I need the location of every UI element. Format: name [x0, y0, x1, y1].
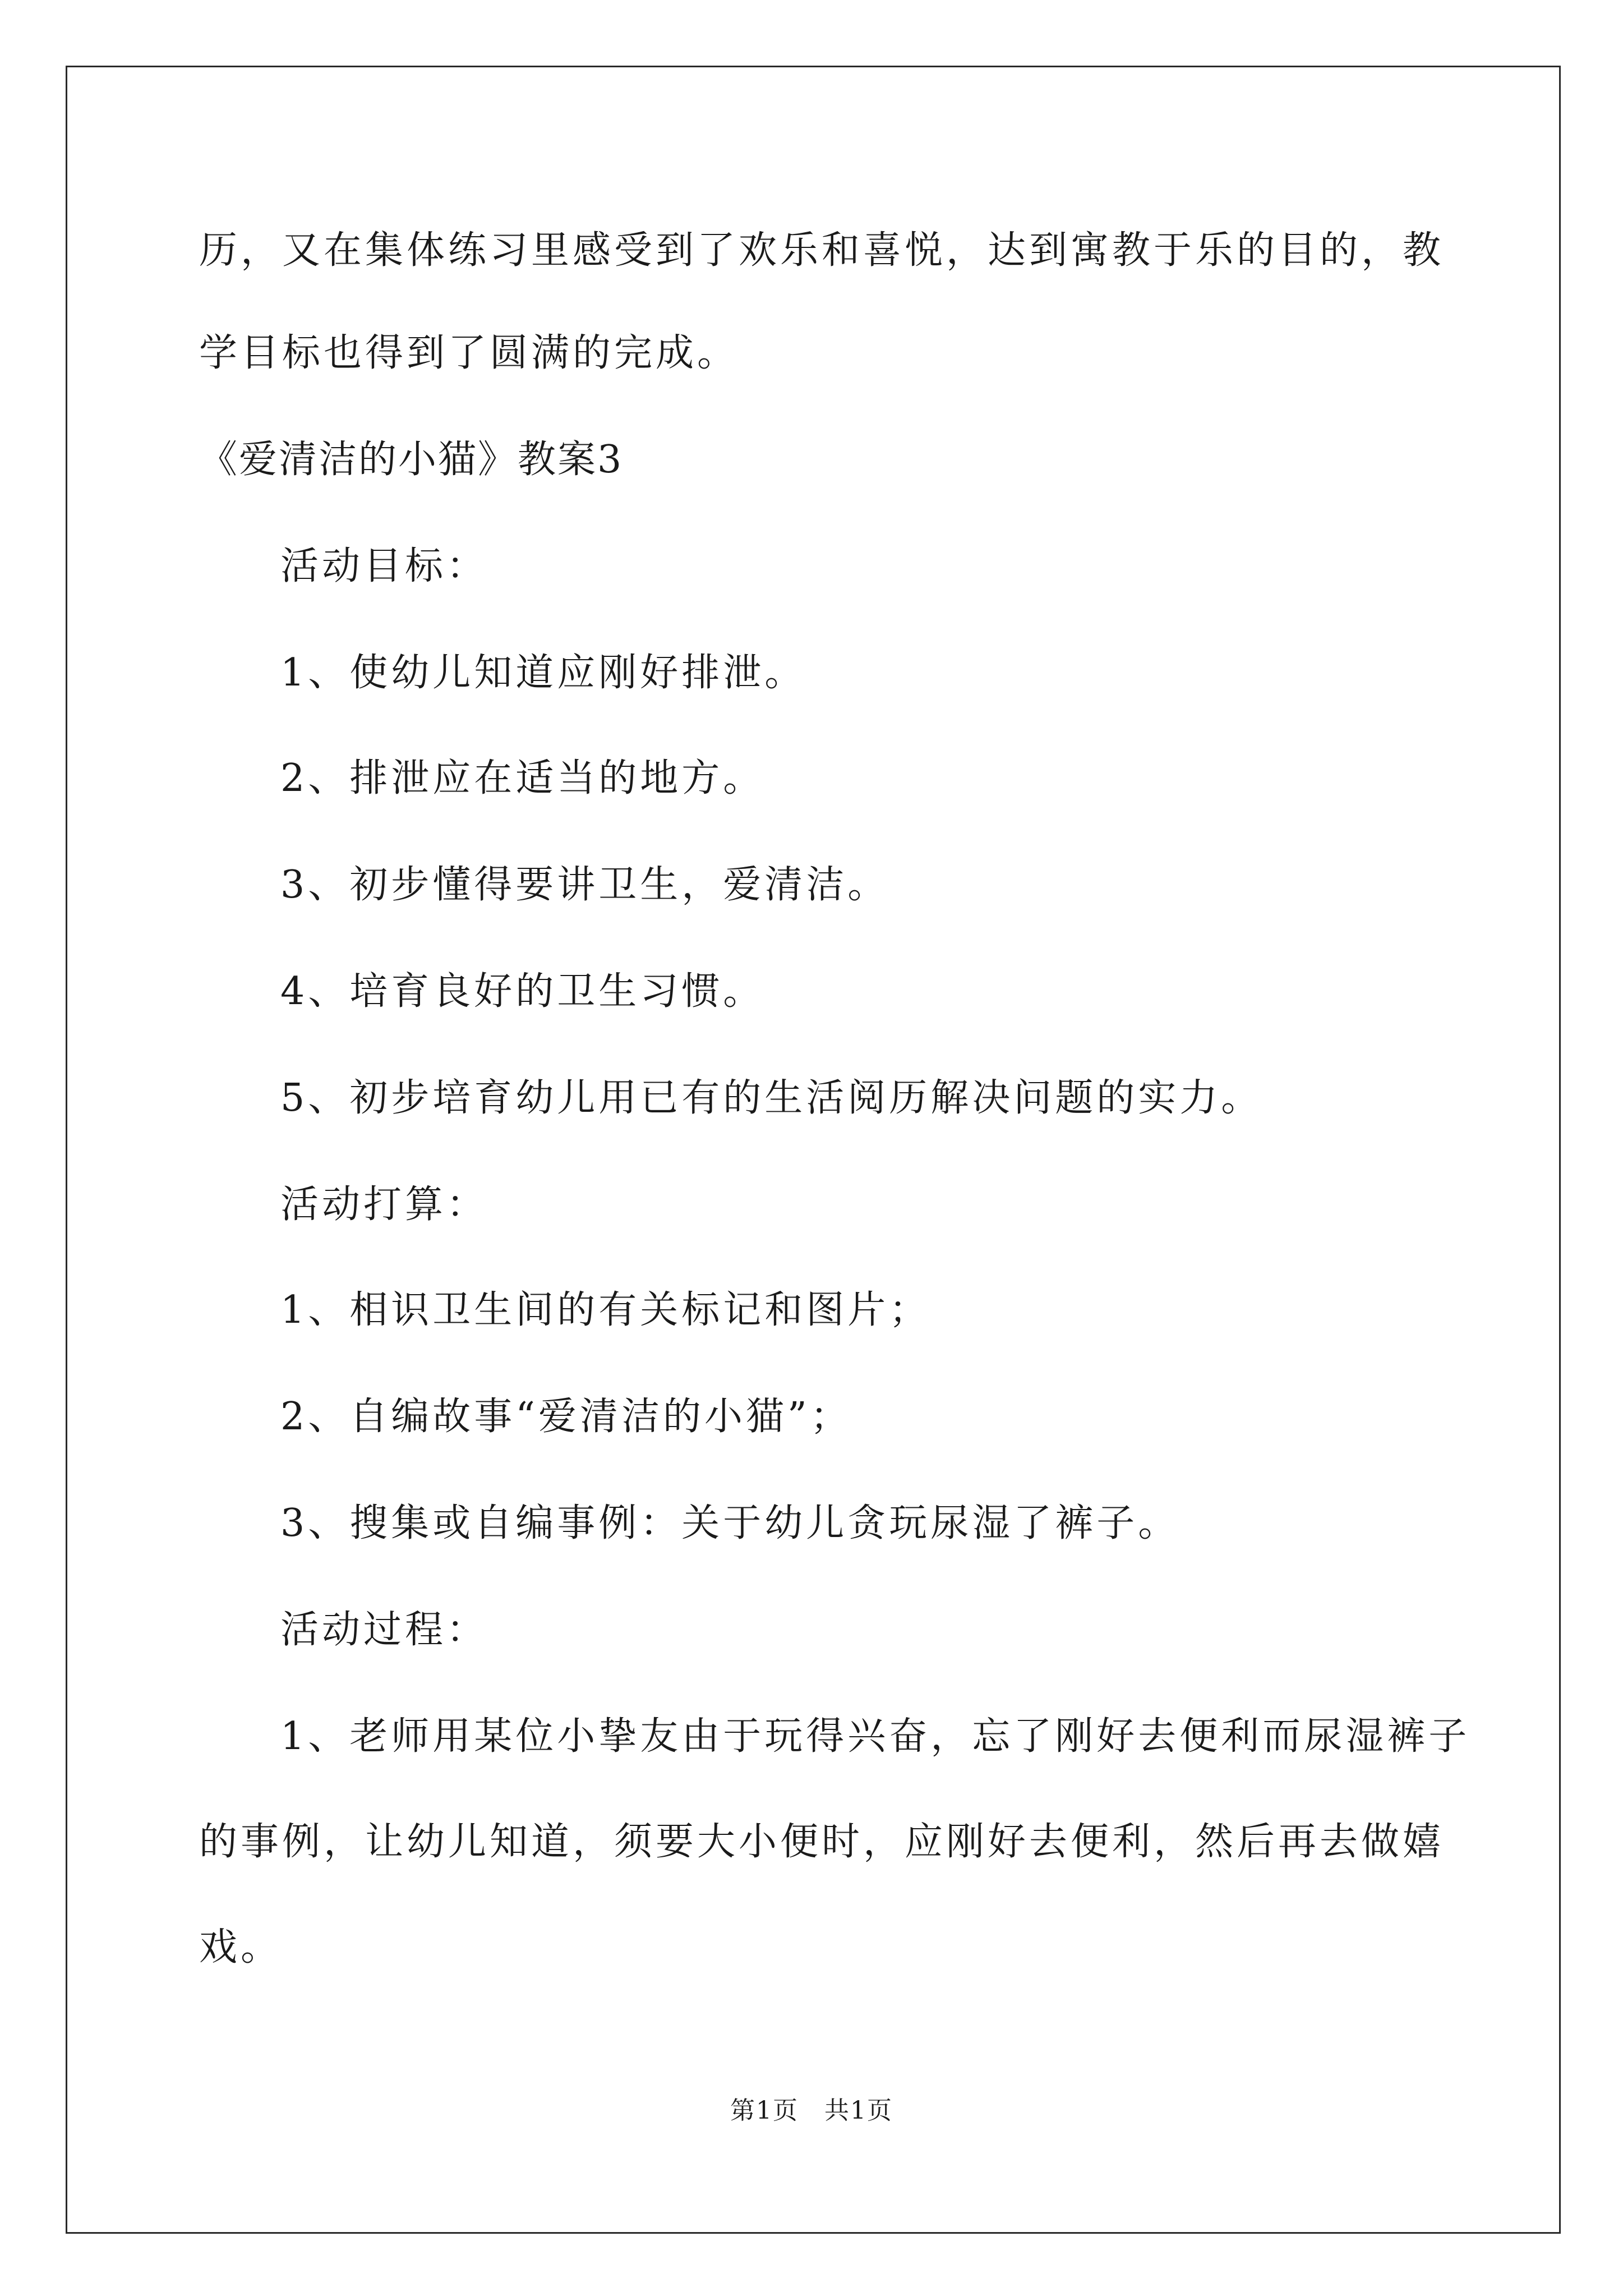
- list-item: 3、搜集或自编事例：关于幼儿贪玩尿湿了裤子。: [280, 1501, 1180, 1545]
- section-heading-process: 活动过程：: [280, 1608, 488, 1652]
- section-title: 《爱清洁的小猫》教案3: [199, 438, 624, 482]
- section-heading-goals: 活动目标：: [280, 544, 488, 588]
- list-item: 1、相识卫生间的有关标记和图片；: [280, 1288, 931, 1332]
- section-heading-prep: 活动打算：: [280, 1182, 488, 1227]
- paragraph-line: 学目标也得到了圆满的完成。: [199, 331, 739, 375]
- paragraph-line: 1、老师用某位小挚友由于玩得兴奋，忘了刚好去便利而尿湿裤子: [280, 1714, 1470, 1759]
- list-item: 4、培育良好的卫生习惯。: [280, 969, 765, 1014]
- list-item: 2、自编故事“爱清洁的小猫”；: [280, 1395, 852, 1439]
- list-item: 1、使幼儿知道应刚好排泄。: [280, 651, 806, 695]
- list-item: 2、排泄应在适当的地方。: [280, 756, 765, 800]
- list-item: 5、初步培育幼儿用已有的生活阅历解决问题的实力。: [280, 1076, 1263, 1120]
- paragraph-line: 戏。: [199, 1925, 283, 1970]
- paragraph-line: 的事例，让幼儿知道，须要大小便时，应刚好去便利，然后再去做嬉: [199, 1820, 1445, 1864]
- page-footer: 第1页 共1页: [730, 2096, 893, 2125]
- page-border: [66, 66, 1561, 2234]
- list-item: 3、初步懂得要讲卫生，爱清洁。: [280, 863, 889, 907]
- paragraph-line: 历，又在集体练习里感受到了欢乐和喜悦，达到寓教于乐的目的，教: [199, 228, 1445, 273]
